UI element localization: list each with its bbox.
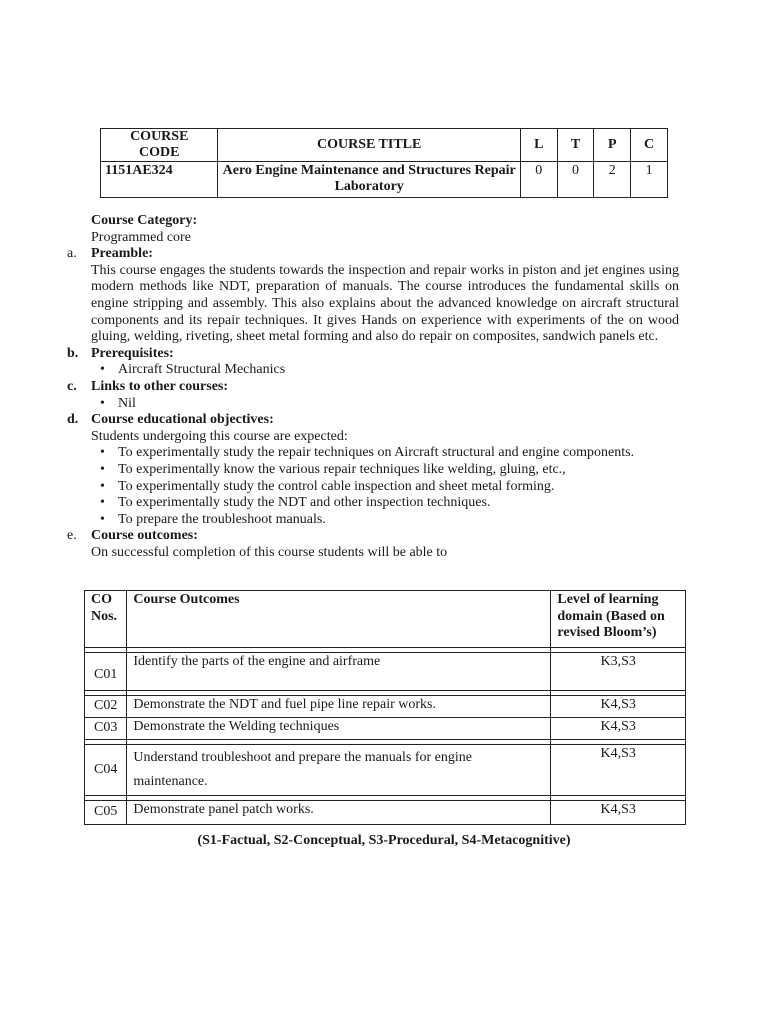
course-description [67,213,679,561]
preamble-text: This course engages the students towards the inspection and repair works in piston and jet engines using modern methods like NDT, preparation of manuals. The course introduces the fundamental skills on engine stripping and assembly. This also explains about the advanced knowledge on aircraft structural components and its repair techniques. It gives Hands on experience with experiments of the on wood gluing, welding, riveting, sheet metal forming and also do repair on composites, sandwich panels etc. [91,262,679,345]
practical-value: 2 [594,162,631,198]
links-marker: c. [67,378,77,394]
preamble-marker: a. [67,246,77,262]
co-description: Demonstrate the Welding techniques [127,718,551,740]
list-item: • To experimentally know the various repair techniques like welding, gluing, etc., [91,462,679,479]
objectives-list [91,445,679,528]
course-info-table [100,128,668,198]
course-title-header: COURSE TITLE [218,129,520,162]
table-row [85,745,686,796]
outcomes-section [67,528,679,561]
outcomes-intro: On successful completion of this course students will be able to [91,544,448,560]
co-description: Understand troubleshoot and prepare the manuals for engine maintenance. [127,745,551,796]
co-number: C01 [85,653,127,691]
lecture-header: L [520,129,557,162]
course-category-section [91,213,679,246]
learning-level-header: Level of learning domain (Based on revised Bloom’s) [551,591,686,648]
course-category-value: Programmed core [91,229,191,245]
co-description: Identify the parts of the engine and airframe [127,653,551,691]
co-number: C05 [85,801,127,825]
co-description: Demonstrate the NDT and fuel pipe line repair works. [127,696,551,718]
list-item: • To experimentally study the repair techniques on Aircraft structural and engine components. [91,445,679,462]
table-row [85,718,686,740]
links-list [91,396,679,413]
course-code-value: 1151AE324 [101,162,218,198]
bloom-levels-note: (S1-Factual, S2-Conceptual, S3-Procedural, S4-Metacognitive) [197,833,571,848]
course-title-value: Aero Engine Maintenance and Structures Repair Laboratory [218,162,520,198]
tutorial-value: 0 [557,162,594,198]
list-item: • To experimentally study the NDT and other inspection techniques. [91,495,679,512]
table-row [85,696,686,718]
objectives-section [67,412,679,528]
co-level: K4,S3 [551,696,686,718]
co-level: K3,S3 [551,653,686,691]
list-item: • Aircraft Structural Mechanics [91,362,679,379]
course-table-data-row [101,162,668,198]
tutorial-header: T [557,129,594,162]
outcomes-marker: e. [67,528,77,544]
co-number-header: CO Nos. [85,591,127,648]
prerequisites-section [67,345,679,379]
co-description: Demonstrate panel patch works. [127,801,551,825]
course-table-header-row [101,129,668,162]
list-item: • Nil [91,396,679,413]
course-code-header: COURSE CODE [101,129,218,162]
course-outcomes-header: Course Outcomes [127,591,551,648]
prerequisites-marker: b. [67,345,79,361]
objectives-intro: Students undergoing this course are expected: [91,428,348,444]
co-level: K4,S3 [551,718,686,740]
table-row [85,801,686,825]
links-section [67,378,679,412]
list-item: • To prepare the troubleshoot manuals. [91,512,679,529]
co-number: C02 [85,696,127,718]
table-row [85,653,686,691]
prerequisites-heading: Prerequisites: [91,345,174,361]
co-level: K4,S3 [551,801,686,825]
co-number: C03 [85,718,127,740]
co-level: K4,S3 [551,745,686,796]
lecture-value: 0 [520,162,557,198]
course-outcomes-table [84,590,686,825]
objectives-heading: Course educational objectives: [91,412,274,428]
preamble-heading: Preamble: [91,246,153,262]
credits-header: C [631,129,668,162]
preamble-section [67,246,679,346]
co-number: C04 [85,745,127,796]
outcomes-heading: Course outcomes: [91,528,198,544]
links-heading: Links to other courses: [91,378,229,394]
credits-value: 1 [631,162,668,198]
outcomes-header-row [85,591,686,648]
list-item: • To experimentally study the control cable inspection and sheet metal forming. [91,479,679,496]
course-category-heading: Course Category: [91,213,198,228]
practical-header: P [594,129,631,162]
objectives-marker: d. [67,412,79,428]
prerequisites-list [91,362,679,379]
